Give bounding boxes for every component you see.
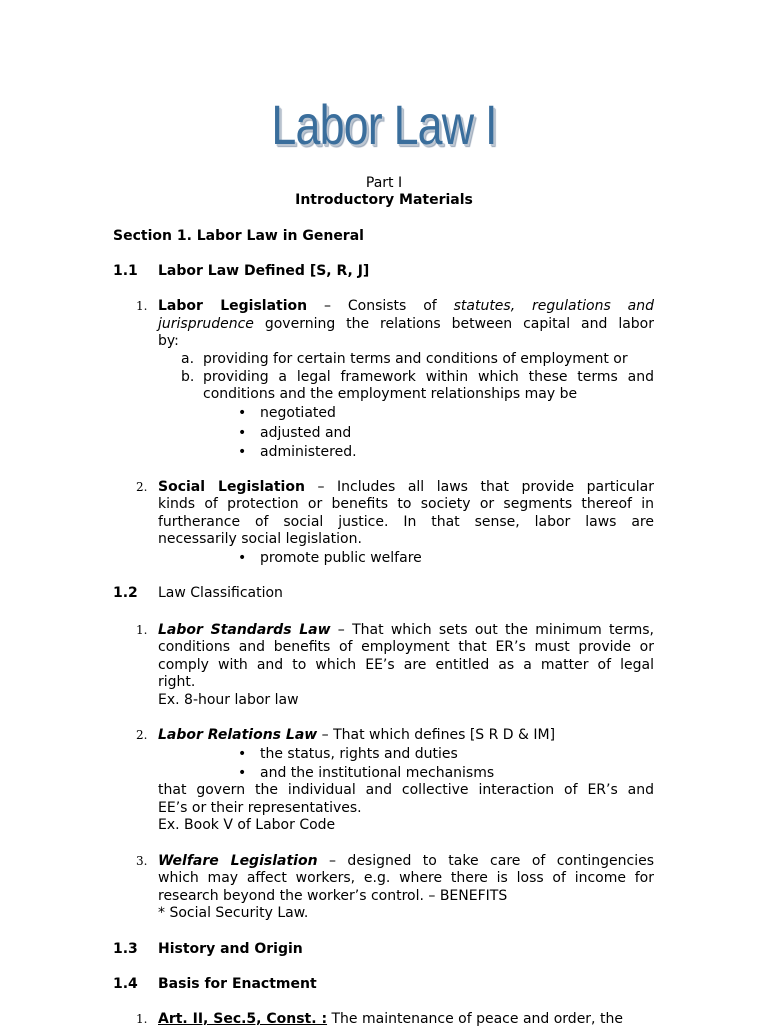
welfare-legislation-line1: Welfare Legislation – designed to take care of contingencies — [158, 853, 655, 869]
labor-relations-line1: Labor Relations Law – That which defines [S R D & IM] — [158, 727, 556, 743]
bullet-text: administered. — [260, 444, 357, 460]
list-number: 2. — [136, 728, 148, 742]
labor-standards-line1: Labor Standards Law – That which sets out the minimum terms, — [158, 622, 654, 638]
labor-legislation-line1: Labor Legislation – Consists of statutes, regulations and — [158, 298, 654, 314]
labor-standards-line2: conditions and benefits of employment that ER’s must provide or — [158, 639, 654, 655]
sub-item-b-line1: providing a legal framework within which these terms and — [203, 369, 654, 385]
bullet-text: adjusted and — [260, 425, 352, 441]
labor-relations-line3: EE’s or their representatives. — [158, 800, 362, 816]
part-subtitle: Introductory Materials — [295, 192, 473, 208]
labor-standards-line3: comply with and to which EE’s are entitled as a matter of legal — [158, 657, 654, 673]
list-number: 1. — [136, 299, 148, 313]
heading-1-4-title: Basis for Enactment — [158, 976, 317, 992]
bullet-icon: • — [238, 444, 247, 460]
bullet-text: and the institutional mechanisms — [260, 765, 495, 781]
bullet-icon: • — [238, 765, 247, 781]
list-number: 1. — [136, 623, 148, 637]
labor-legislation-line3: by: — [158, 333, 179, 349]
term-welfare-legislation: Welfare Legislation — [158, 853, 318, 869]
list-number: 2. — [136, 480, 148, 494]
labor-standards-line4: right. — [158, 674, 196, 690]
welfare-legislation-line4: * Social Security Law. — [158, 905, 309, 921]
heading-1-2-title: Law Classification — [158, 585, 283, 601]
sub-item-label: b. — [181, 369, 195, 385]
social-legislation-line3: furtherance of social justice. In that sense, labor laws are — [158, 514, 654, 530]
bullet-text: negotiated — [260, 405, 336, 421]
heading-1-2-number: 1.2 — [113, 585, 138, 601]
sub-item-a-text: providing for certain terms and conditions of employment or — [203, 351, 628, 367]
term-labor-standards-law: Labor Standards Law — [158, 622, 331, 638]
bullet-icon: • — [238, 746, 247, 762]
labor-legislation-line2: jurisprudence governing the relations between capital and labor — [158, 316, 654, 332]
bullet-icon: • — [238, 550, 247, 566]
heading-1-1-title: Labor Law Defined [S, R, J] — [158, 263, 370, 279]
part-label: Part I — [365, 175, 403, 191]
term-art-ii-sec5: Art. II, Sec.5, Const. : — [158, 1011, 328, 1027]
bullet-text: the status, rights and duties — [260, 746, 458, 762]
heading-1-3-number: 1.3 — [113, 941, 138, 957]
term-labor-legislation: Labor Legislation — [158, 298, 308, 314]
sub-item-b-line2: conditions and the employment relationships may be — [203, 386, 578, 402]
labor-relations-line2: that govern the individual and collective interaction of ER’s and — [158, 782, 654, 798]
document-title: Labor Law I — [271, 93, 497, 156]
heading-1-4-number: 1.4 — [113, 976, 138, 992]
heading-1-1-number: 1.1 — [113, 263, 138, 279]
bullet-icon: • — [238, 405, 247, 421]
term-labor-relations-law: Labor Relations Law — [158, 727, 318, 743]
social-legislation-line1: Social Legislation – Includes all laws that provide particular — [158, 479, 654, 495]
list-number: 1. — [136, 1012, 148, 1026]
term-social-legislation: Social Legislation — [158, 479, 305, 495]
labor-relations-example: Ex. Book V of Labor Code — [158, 817, 336, 833]
sub-item-label: a. — [181, 351, 195, 367]
bullet-text: promote public welfare — [260, 550, 422, 566]
labor-standards-example: Ex. 8-hour labor law — [158, 692, 299, 708]
bullet-icon: • — [238, 425, 247, 441]
heading-1-3-title: History and Origin — [158, 941, 303, 957]
welfare-legislation-line2: which may affect workers, e.g. where there is loss of income for — [158, 870, 654, 886]
welfare-legislation-line3: research beyond the worker’s control. – BENEFITS — [158, 888, 508, 904]
basis-line1: Art. II, Sec.5, Const. : The maintenance of peace and order, the — [158, 1011, 623, 1027]
section-heading: Section 1. Labor Law in General — [113, 228, 364, 244]
list-number: 3. — [136, 854, 148, 868]
social-legislation-line4: necessarily social legislation. — [158, 531, 362, 547]
social-legislation-line2: kinds of protection or benefits to society or segments thereof in — [158, 496, 654, 512]
